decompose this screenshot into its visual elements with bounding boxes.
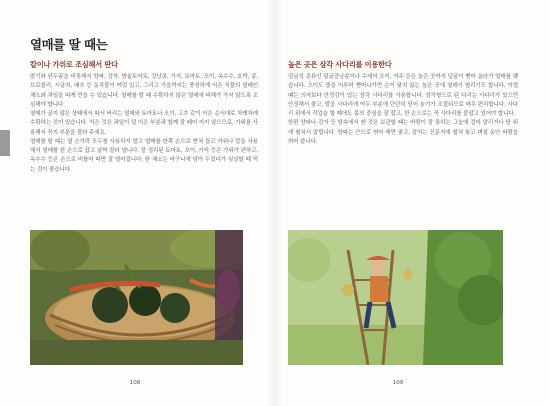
- body-text-left: [30, 73, 258, 175]
- chapter-side-tab: [0, 130, 10, 156]
- chapter-title: 열매를 딸 때는: [30, 37, 108, 52]
- paragraph: 한편 양파나 감자 등 땅속에서 캔 것은 보관할 때는 바람이 잘 통하는 그늘에 걸어 말리거나 땅 위에 펼쳐서 말립니다. 양파는 끈으로 엮어 매면 좋고, 감자는 신문지에 펼쳐 놓고 며칠 동안 바람을 쐬어 줍니다.: [288, 120, 518, 145]
- body-text-right: [288, 73, 518, 147]
- paragraph: 딸기와 완두콩을 비롯해서 양파, 감자, 방울토마토, 강낭콩, 가지, 토마토, 오이, 옥수수, 호박, 콩, 브로콜리, 시금치, 배추 등 농작물이 여럿 있고, 그리고 가을까지는 풍성하게 익은 식물의 열매인 채소와 과일을 따게 만들 수 있습니다. 열매를 딸 때 수확하지 않은 열매에 피해가 가지 않도록 조심해야 합니다.: [30, 74, 258, 108]
- paragraph: 열매가 골지 않은 상태에서 따서 버리는 열매와 토마토나 오이, 고추 같이 익은 순서대로 차례차례 수확하는 것이 있습니다. 익은 것은 과일이 덜 익은 부분과 함께 잘 떼어 지지 않으므로, 가위를 사용해서 꼭지 부분을 잘라 주세요.: [30, 111, 258, 136]
- book-gutter: [268, 0, 282, 406]
- ladder-harvest-illustration: [288, 230, 503, 365]
- page-number-right: 109: [392, 380, 404, 386]
- paragraph: 덩굴성 종류인 덩굴강낭콩이나 수세미 오이, 여주 등은 높은 곳까지 덩굴이 뻗어 올라가 열매를 맺습니다. 오이도 줄을 이루어 뻗어나가면 손이 닿지 않는 높은 곳에 열매가 열리기도 합니다. 이럴 때는 의자보다 안정감이 있는 삼각 사다리를 사용합니다. 삼각형으로 된 다리는 사다리가 있으면 안정해서 좋고, 발을 사다리에 아두 부분에 단단히 딛어 놓기가 조절되므로 매우 편리합니다. 사다리 위에서 작업을 할 때에도 몸의 중심을 잘 잡고, 한 손으로는 꼭 사다리를 붙잡고 있어야 합니다.: [288, 74, 518, 117]
- page-number-left: 108: [129, 380, 141, 386]
- section-heading-right: 높은 곳은 삼각 사다리를 이용한다: [288, 60, 392, 69]
- paragraph: 열매를 딸 때는 열 손가락 모두를 사용하지 말고 열매를 한쪽 손으로 받쳐 들고 가위나 칼을 사용해서 열매를 한 손으로 잡고 살짝 잘라 냅니다. 잘 정리된 토마토, 오이, 가지 등은 가위가 편하고, 옥수수 등은 손으로 비틀어 따면 잘 떨어집니다. 딴 채소는 바구니에 담아 두었다가 싱싱할 때 먹는 것이 좋습니다.: [30, 138, 258, 173]
- right-page: [288, 0, 518, 406]
- vegetable-basket-illustration: [30, 230, 243, 365]
- left-page: [30, 0, 258, 406]
- section-heading-left: 칼이나 가위로 조심해서 딴다: [30, 60, 118, 69]
